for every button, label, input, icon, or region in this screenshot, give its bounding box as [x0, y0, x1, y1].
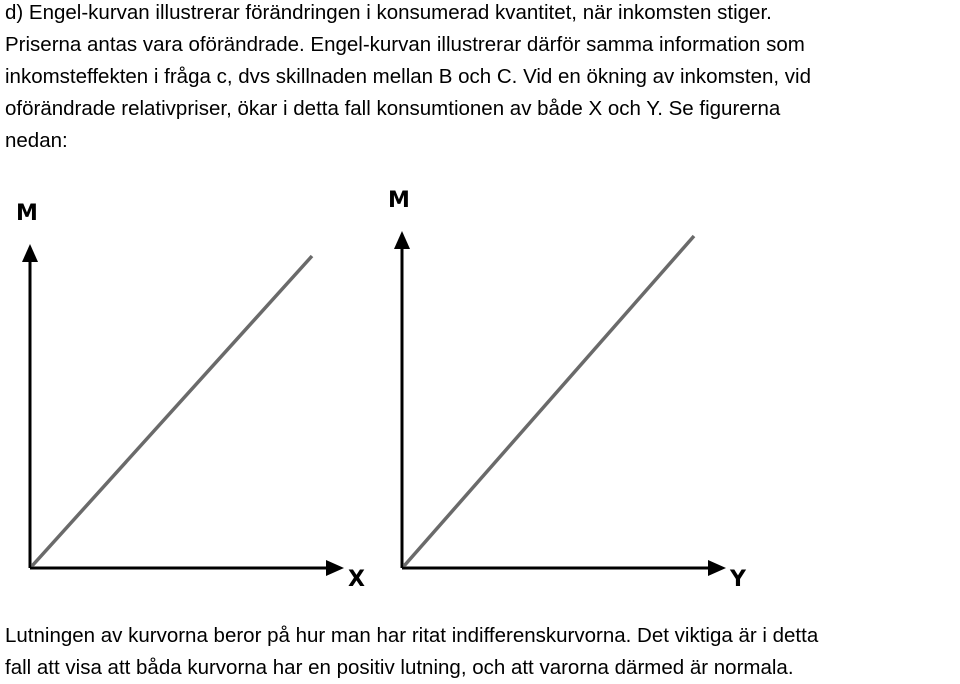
engel-curve-plot-x — [0, 180, 420, 600]
conclusion-line: fall att visa att båda kurvorna har en positiv lutning, och att varorna därmed är normala. — [5, 656, 794, 679]
x-axis-label: Y — [730, 567, 746, 592]
engel-curve-line — [32, 256, 312, 566]
intro-paragraph — [5, 0, 811, 157]
x-axis-arrow-icon — [326, 560, 344, 576]
intro-line: d) Engel-kurvan illustrerar förändringen i konsumerad kvantitet, när inkomsten stiger. — [5, 1, 772, 24]
engel-curve-figure-x — [0, 180, 420, 600]
engel-curve-figure-y — [372, 180, 792, 600]
engel-curve-plot-y — [372, 180, 792, 600]
x-axis-label: X — [348, 567, 365, 592]
intro-line: inkomsteffekten i fråga c, dvs skillnaden mellan B och C. Vid en ökning av inkomsten, vid — [5, 65, 811, 88]
y-axis-arrow-icon — [22, 244, 38, 262]
y-axis-label: M — [16, 201, 38, 226]
intro-line: Priserna antas vara oförändrade. Engel-kurvan illustrerar därför samma information som — [5, 33, 805, 56]
engel-curve-line — [404, 236, 694, 566]
x-axis-arrow-icon — [708, 560, 726, 576]
conclusion-paragraph — [5, 620, 818, 684]
y-axis-label: M — [388, 188, 410, 213]
intro-line: nedan: — [5, 129, 68, 152]
intro-line: oförändrade relativpriser, ökar i detta fall konsumtionen av både X och Y. Se figurerna — [5, 97, 781, 120]
y-axis-arrow-icon — [394, 231, 410, 249]
conclusion-line: Lutningen av kurvorna beror på hur man har ritat indifferenskurvorna. Det viktiga är i detta — [5, 624, 819, 647]
